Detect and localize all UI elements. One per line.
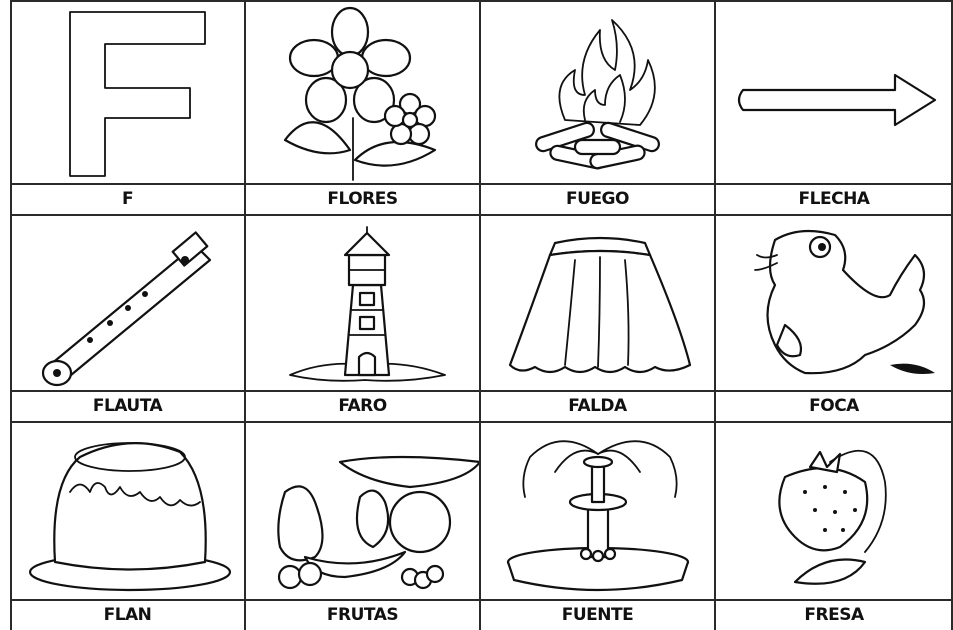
vocabulary-card-grid <box>10 0 953 630</box>
card-label: FARO <box>338 396 387 416</box>
card-label: FALDA <box>568 396 627 416</box>
grid-line <box>714 0 716 630</box>
card-label: FUEGO <box>566 189 629 209</box>
card-label: FRESA <box>804 605 864 625</box>
letter-f-icon <box>10 0 245 183</box>
grid-line <box>10 214 953 216</box>
grid-line <box>10 421 953 423</box>
lighthouse-icon <box>245 215 480 390</box>
flowers-icon <box>245 0 480 183</box>
grid-line <box>244 0 246 630</box>
card-label: FUENTE <box>561 605 634 625</box>
card-label: FLAUTA <box>92 396 163 416</box>
card-label: FLAN <box>103 605 152 625</box>
card-label: FRUTAS <box>326 605 399 625</box>
fountain-icon <box>480 422 715 600</box>
strawberry-icon <box>715 422 953 600</box>
grid-line <box>10 0 12 630</box>
grid-line <box>10 599 953 601</box>
grid-line <box>10 183 953 185</box>
card-label: FOCA <box>809 396 859 416</box>
flute-icon <box>10 215 245 390</box>
card-label: F <box>121 189 134 209</box>
grid-line <box>479 0 481 630</box>
grid-line <box>10 0 953 2</box>
fruits-icon <box>245 422 480 600</box>
card-label: FLORES <box>327 189 398 209</box>
campfire-icon <box>480 0 715 183</box>
seal-icon <box>715 215 953 390</box>
card-label: FLECHA <box>798 189 870 209</box>
arrow-icon <box>715 0 953 183</box>
flan-icon <box>10 422 245 600</box>
skirt-icon <box>480 215 715 390</box>
grid-line <box>10 390 953 392</box>
